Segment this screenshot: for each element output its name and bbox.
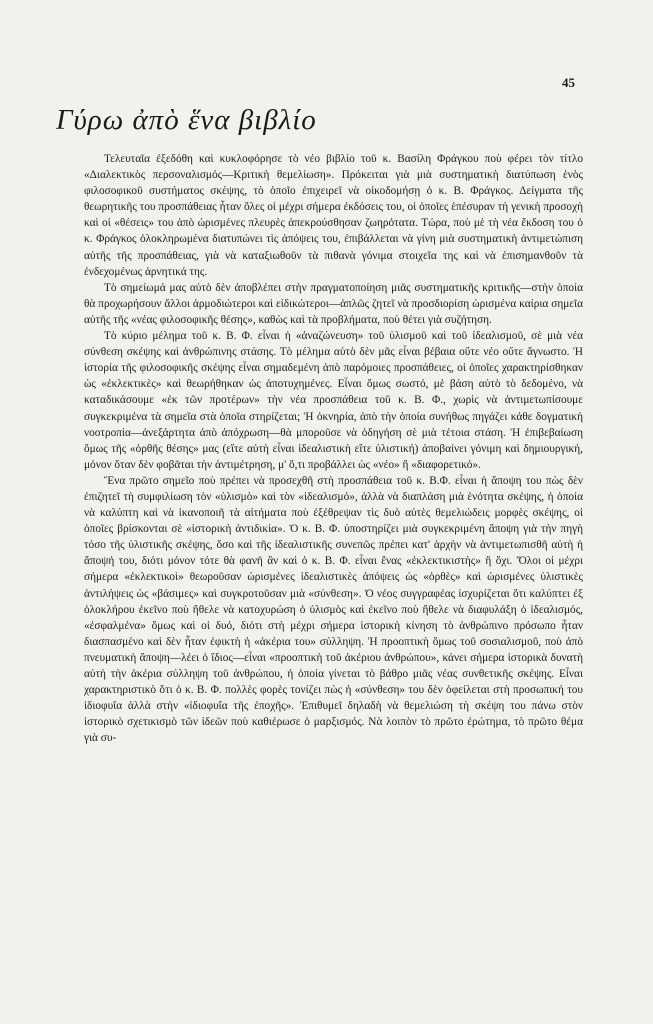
article-title: Γύρω ἀπὸ ἕνα βιβλίο bbox=[56, 104, 317, 136]
paragraph: Τελευταῖα ἐξεδόθη καὶ κυκλοφόρησε τὸ νέο βιβλίο τοῦ κ. Βασίλη Φράγκου ποὺ φέρει τὸν τίτλο «Διαλεκτικὸς περσοναλισμός—Κριτικὴ θεμελίωση». Πρόκειται γιὰ μιὰ συστηματικὴ διατύπωση ἑνὸς φιλοσοφικοῦ συστήματος σκέψης, τὸ ὁποῖο ἐπιχειρεῖ νὰ οἰκοδομήσῃ ὁ κ. Β. Φράγκος. Δείγματα τῆς θεωρητικῆς του προσπάθειας ἦταν ὅλες οἱ μέχρι σήμερα ἐκδόσεις του, οἱ ὁποῖες ἑπέσυραν τὴ γενικὴ προσοχὴ καὶ οἱ «θέσεις» του ἀπὸ ὡρισμένες πλευρὲς ἀπεκρούσθησαν ζωηρότατα. Τώρα, ποὺ μὲ τὴ νέα ἔκδοση του ὁ κ. Φράγκος ὁλοκληρωμένα διατυπώνει τὶς ἀπόψεις του, ἐπιβάλλεται νὰ γίνη μιὰ συστηματικὴ ἀντιμετώπιση αὐτῆς τῆς προσπάθειας, γιὰ νὰ καταξιωθοῦν τὰ πιθανὰ γόνιμα στοιχεῖα της καὶ νὰ ἐπισημανθοῦν τὰ ἐνδεχομένως ἀρνητικά της. bbox=[84, 153, 583, 278]
paragraph: Τὸ κύριο μέλημα τοῦ κ. Β. Φ. εἶναι ἡ «ἀναζώνευση» τοῦ ὑλισμοῦ καὶ τοῦ ἰδεαλισμοῦ, σὲ μιὰ νέα σύνθεση σκέψης καὶ ἀνθρώπινης στάσης. Τὸ μέλημα αὐτὸ δὲν μᾶς εἶναι βέβαια οὔτε νέο οὔτε ἄγνωστο. Ἡ ἱστορία τῆς φιλοσοφικῆς σκέψης εἶναι σημαδεμένη ἀπὸ παρόμοιες προσπάθειες, οἱ ὁποῖες χαρακτηρίσθηκαν ὡς «ἐκλεκτικὲς» καὶ θεωρήθηκαν ὡς ἀποτυχημένες. Εἶναι ὅμως σωστό, μὲ βάση αὐτὸ τὸ δεδομένο, νὰ καταδικάσουμε «ἐκ τῶν προτέρων» τὴν νέα προσπάθεια τοῦ κ. Β. Φ., χωρὶς νὰ ἀντιμετωπίσουμε συγκεκριμένα τὰ σημεῖα στὰ ὁποῖα στηρίζεται; Ἡ ὀκνηρία, ἀπὸ τὴν ὁποία συνήθως πηγάζει κάθε δογματικὴ νοοτροπία—ἀνεξάρτητα ἀπὸ ἀπόχρωση—θὰ μποροῦσε νὰ ὁδηγήση σὲ μιὰ τέτοια στάση. Ἡ ἐπιβεβαίωση ὅμως τῆς «ὀρθῆς θέσης» μας (εἴτε αὐτὴ εἶναι ἰδεαλιστικὴ εἴτε ὑλιστική) ἀποβαίνει γόνιμη καὶ δημιουργική, μόνον ὅταν δὲν φοβᾶται τὴν ἀντιμέτρηση, μ' ὅ,τι προβάλλει ὡς «νέο» ἢ «διαφορετικό». bbox=[84, 330, 583, 471]
article-body bbox=[84, 151, 583, 746]
page-number: 45 bbox=[562, 75, 575, 90]
paragraph: Τὸ σημείωμά μας αὐτὸ δὲν ἀποβλέπει στὴν πραγματοποίηση μιᾶς συστηματικῆς κριτικῆς—στὴν ὁποία θὰ προχωρήσουν ἄλλοι ἁρμοδιώτεροι καὶ εἰδικώτεροι—ἁπλῶς ζητεῖ νὰ προσδιορίση ὡρισμένα καίρια σημεῖα αὐτῆς τῆς «νέας φιλοσοφικῆς θέσης», καθὼς καὶ τὰ προβλήματα, ποὺ θέτει γιὰ συζήτηση. bbox=[84, 281, 583, 326]
paragraph: Ἕνα πρῶτο σημεῖο ποὺ πρέπει νὰ προσεχθῆ στὴ προσπάθεια τοῦ κ. Β.Φ. εἶναι ἡ ἄποψη του πὼς δὲν ἐπιζητεῖ τὴ συμφιλίωση τὸν «ὑλισμὸ» καὶ τὸν «ἰδεαλισμό», ἀλλὰ νὰ διαπλάση μιὰ ἑνότητα σκέψης, ἡ ὁποία νὰ καλύπτη καὶ νὰ ἱκανοποιῆ τὰ αἰτήματα ποὺ ἐξέθρεψαν τὶς δυὸ αὐτὲς θεμελιώδεις μορφὲς σκέψης, οἱ ὁποῖες βρίσκονται σὲ «ἱστορικὴ ἀντιδικία». Ὁ κ. Β. Φ. ὑποστηρίζει μιὰ συγκεκριμένη ἄποψη γιὰ τὴν πηγὴ τόσο τῆς ὑλιστικῆς σκέψης, ὅσο καὶ τῆς ἰδεαλιστικῆς συνεπῶς πρέπει κατ' ἀρχὴν νὰ ἀντιμετωπισθῆ αὐτὴ ἡ ἄποψή του, διότι μόνον τότε θὰ φανῆ ἂν καὶ ὁ κ. Β. Φ. εἶναι ἕνας «ἐκλεκτικιστὴς» ἢ ὄχι. Ὅλοι οἱ μέχρι σήμερα «ἐκλεκτικοὶ» θεωροῦσαν ὡρισμένες ἰδεαλιστικὲς ἀπόψεις ὡς «ὀρθὲς» καὶ ὡρισμένες ὑλιστικὲς ἀντιλήψεις ὡς «βάσιμες» καὶ συγκροτοῦσαν μιὰ «σύνθεση». Ὁ νέος συγγραφέας ἰσχυρίζεται ὅτι καλύπτει ἐξ ὁλοκλήρου ἐκεῖνο ποὺ ἤθελε νὰ κατοχυρώση ὁ ὑλισμὸς καὶ ἐκεῖνο ποὺ ἤθελε νὰ διαφυλάξη ὁ ἰδεαλισμός, «ἐσφαλμένα» ὅμως καὶ οἱ δυό, διότι στὴ μέχρι σήμερα ἱστορικὴ κίνηση τὸ ἀνθρώπινο πρόσωπο ἦταν διασπασμένο καὶ δὲν ἦταν ἐφικτὴ ἡ «ἀκέρια του» σύλληψη. Ἡ προοπτικὴ ὅμως τοῦ σοσιαλισμοῦ, ποὺ ἀπὸ πνευματικὴ ἄποψη—λέει ὁ ἴδιος—εἶναι «προοπτικὴ τοῦ ἀκέριου ἀνθρώπου», κάνει σήμερα ἱστορικὰ δυνατὴ αὐτὴ τὴν ἀκέρια σύλληψη τοῦ ἀνθρώπου, ἡ ὁποία γίνεται τὸ βάθρο μιᾶς νέας συνθετικῆς σκέψης. Εἶναι χαρακτηριστικὸ ὅτι ὁ κ. Β. Φ. πολλὲς φορὲς τονίζει πὼς ἡ «σύνθεση» του δὲν ὀφείλεται στὴ προσωπική του ἰδιοφυΐα ἀλλὰ στὴν «ἰδιοφυΐα τῆς ἐποχῆς». Ἐπιθυμεῖ δηλαδὴ νὰ θεμελιώση τὴ σκέψη του πάνω στὸν ἱστορικὸ σχετικισμὸ τῶν ἰδεῶν ποὺ καθιέρωσε ὁ μαρξισμός. Νὰ λοιπὸν τὸ πρῶτο ἐρώτημα, τὸ πρῶτο θέμα γιὰ συ- bbox=[84, 474, 583, 745]
